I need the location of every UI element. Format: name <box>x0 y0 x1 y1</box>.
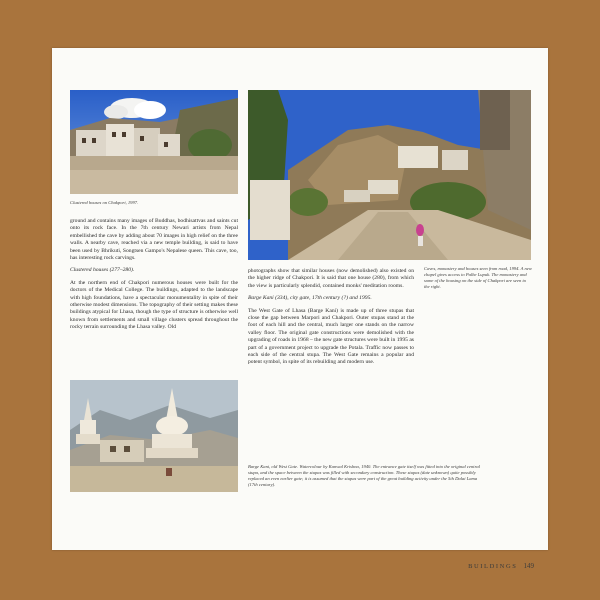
page-number: 149 <box>523 562 534 570</box>
section-title: BUILDINGS <box>468 563 518 570</box>
barge-kani-heading: Barge Kani (334), city gate, 17th century (?) and 1995. <box>248 295 372 302</box>
west-gate-paragraph: The West Gate of Lhasa (Barge Kani) is made up of three stupas that close the gap between Marpori and Chakpori. Outer stupas stand at the foot of each hill and the central, much larger one stands on the narrow valley floor. The original gate constructions were demolished with the upgrading of roads in 1968 – the new gate structures were built in 1995 as part of a government project to upgrade the Potala. Traffic now passes to each side of the central stupa. The West Gate remains a popular and potent symbol, in spite of its rebuilding and modern use. <box>248 307 414 366</box>
west-gate-watercolour <box>70 380 238 492</box>
chakpori-houses-photo <box>70 90 238 194</box>
page-footer <box>468 562 534 570</box>
clustered-houses-heading: Clustered houses (277–280). <box>70 267 135 274</box>
road-caption: Caves, monastery and houses seen from road, 1994. A new chapel gives access to Palhe Lupuk. The monastery and some of the housing on the side of Chakpori are seen to the right. <box>424 266 532 289</box>
photographs-paragraph: photographs show that similar houses (now demolished) also existed on the higher ridge of Chakpori. It is said that one house (280), from which the view is particularly splendid, contained monks' meditation rooms. <box>248 268 414 289</box>
clustered-houses-paragraph: At the northern end of Chakpori numerous houses were built for the doctors of the Medical College. The buildings, adapted to the landscape with high foundations, have a spectacular monumentality in spite of their otherwise modest dimensions. The topography of their setting makes these buildings atypical for Lhasa, though the type of structure is otherwise well known from settlements and small village clusters spread throughout the rocky terrain surrounding the Lhasa valley. Old <box>70 279 238 331</box>
painting-caption: Barge Kani, old West Gate. Watercolour by Kanwal Krishna, 1940. The entrance gate itself was fitted into the original central stupa, and the space between the stupas was filled with secondary construction. These stupas (date unknown) quite possibly replaced an even earlier gate; it is assumed that the stupas were part of the great building activity under the 5th Dalai Lama (17th century). <box>248 464 480 487</box>
right-column-text <box>248 268 414 372</box>
book-page <box>52 48 548 570</box>
left-column-text <box>70 218 238 337</box>
intro-paragraph: ground and contains many images of Buddhas, bodhisattvas and saints cut onto its rock face. In the 7th century Newari artists from Nepal embellished the cave by adding about 70 images in high relief on the three walls. A nearby cave, reached via a new temple building, is said to have been used by Bhrikuti, Songtsen Gampo's Nepalese queen. This cave, too, has interesting rock carvings. <box>70 218 238 262</box>
chakpori-caption: Clustered houses on Chakpori, 1997. <box>70 200 139 205</box>
road-monastery-photo <box>248 90 531 260</box>
